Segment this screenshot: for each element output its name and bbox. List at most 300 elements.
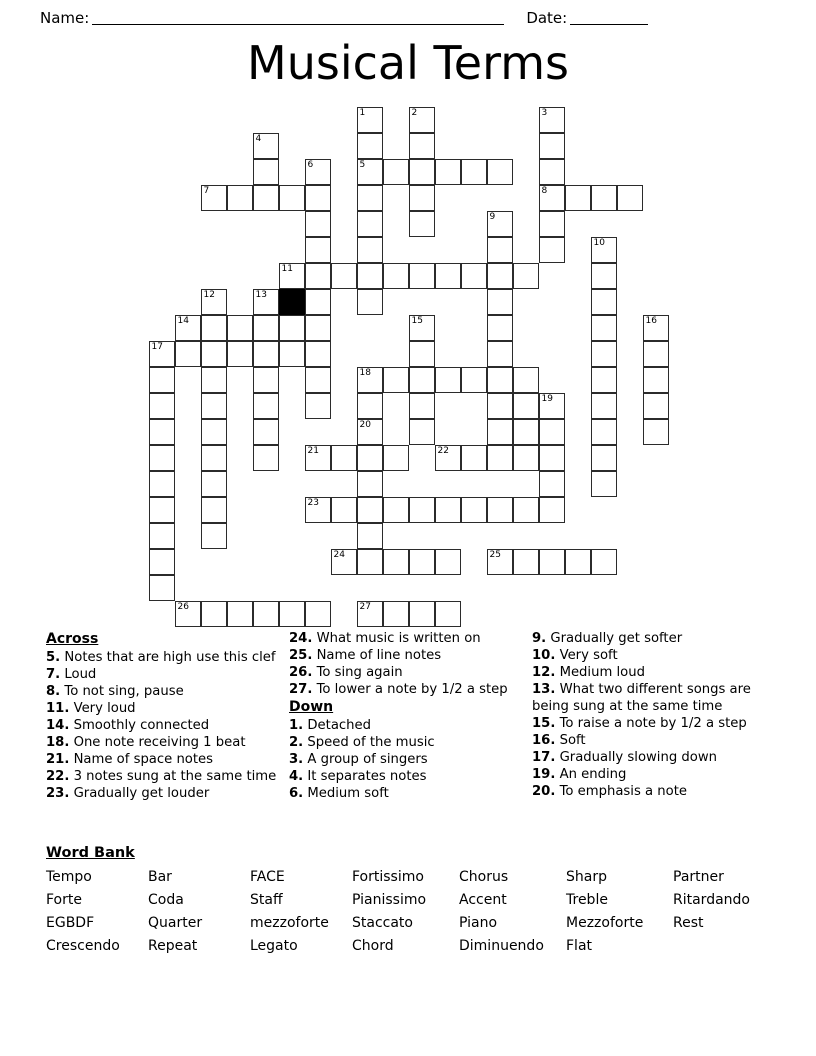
grid-cell[interactable] [461,367,487,393]
clue-text: 3 notes sung at the same time [69,769,277,784]
clue-number: 12. [532,665,556,680]
grid-cell[interactable] [279,263,305,289]
grid-cell-number: 17 [151,342,163,352]
grid-cell-number: 2 [411,108,418,118]
grid-cell[interactable] [305,315,331,341]
word-bank-column [148,866,250,958]
grid-cell[interactable] [227,315,253,341]
grid-cell[interactable] [409,419,435,445]
clue-number: 23. [46,786,70,801]
word-bank-item: Rest [673,915,704,931]
grid-cell[interactable] [409,133,435,159]
grid-cell[interactable] [357,159,383,185]
across-heading: Across [46,631,99,647]
grid-cell[interactable] [383,497,409,523]
grid-cell[interactable] [253,185,279,211]
grid-cell-number: 13 [255,290,267,300]
grid-cell[interactable] [201,497,227,523]
grid-cell[interactable] [409,211,435,237]
grid-cell[interactable] [435,367,461,393]
word-bank-item: FACE [250,869,285,885]
clue-item [46,666,281,683]
clue-text: Smoothly connected [69,718,210,733]
grid-cell[interactable] [539,419,565,445]
grid-cell[interactable] [201,341,227,367]
grid-cell[interactable] [487,341,513,367]
clue-item [532,732,766,749]
grid-cell[interactable] [357,211,383,237]
word-bank-item: Partner [673,869,724,885]
grid-cell[interactable] [331,549,357,575]
clue-text: Gradually get softer [546,631,683,646]
word-bank [46,866,786,958]
grid-cell[interactable] [409,367,435,393]
clue-text: One note receiving 1 beat [69,735,246,750]
grid-cell-number: 10 [593,238,605,248]
grid-cell[interactable] [513,393,539,419]
grid-cell[interactable] [201,289,227,315]
grid-cell-number: 7 [203,186,210,196]
clue-text: Speed of the music [303,735,435,750]
word-bank-item: Chord [352,938,394,954]
grid-cell[interactable] [409,159,435,185]
grid-cell[interactable] [383,601,409,627]
grid-cell[interactable] [487,445,513,471]
grid-cell[interactable] [305,211,331,237]
grid-cell[interactable] [305,601,331,627]
grid-cell[interactable] [175,601,201,627]
word-bank-item: Staccato [352,915,413,931]
grid-cell[interactable] [149,575,175,601]
down-heading: Down [289,699,334,715]
grid-cell[interactable] [539,445,565,471]
page-title: Musical Terms [247,36,569,90]
word-bank-item: Chorus [459,869,509,885]
grid-cell[interactable] [435,263,461,289]
clue-text: What music is written on [312,631,481,646]
grid-cell[interactable] [591,367,617,393]
grid-cell[interactable] [383,263,409,289]
clue-item [46,734,281,751]
word-bank-item: Bar [148,869,172,885]
clue-number: 24. [289,631,313,646]
grid-cell[interactable] [461,497,487,523]
grid-cell[interactable] [357,393,383,419]
grid-cell[interactable] [435,601,461,627]
word-bank-item: Crescendo [46,938,120,954]
grid-cell[interactable] [409,497,435,523]
grid-cell[interactable] [487,393,513,419]
grid-cell-number: 20 [359,420,371,430]
grid-cell[interactable] [357,523,383,549]
grid-cell[interactable] [487,159,513,185]
clue-item [532,664,766,681]
clue-number: 6. [289,786,304,801]
grid-cell[interactable] [149,471,175,497]
grid-cell-number: 19 [541,394,553,404]
grid-cell-number: 24 [333,550,345,560]
clue-item [289,717,524,734]
grid-cell[interactable] [201,601,227,627]
grid-cell[interactable] [149,445,175,471]
grid-cell-number: 22 [437,446,449,456]
grid-cell[interactable] [149,523,175,549]
word-bank-column [673,866,780,958]
grid-cell[interactable] [331,497,357,523]
word-bank-item: Forte [46,892,82,908]
grid-cell[interactable] [461,445,487,471]
date-label: Date: [526,9,568,27]
clue-number: 3. [289,752,304,767]
word-bank-item: EGBDF [46,915,95,931]
grid-cell-number: 9 [489,212,496,222]
grid-cell[interactable] [305,497,331,523]
clue-item [289,630,524,647]
grid-cell-number: 14 [177,316,189,326]
grid-cell[interactable] [539,133,565,159]
clue-number: 13. [532,682,556,697]
clue-number: 27. [289,682,313,697]
word-bank-item: Tempo [46,869,92,885]
grid-cell[interactable] [383,549,409,575]
grid-cell[interactable] [487,419,513,445]
grid-cell[interactable] [487,263,513,289]
clue-number: 17. [532,750,556,765]
grid-cell[interactable] [357,367,383,393]
grid-cell[interactable] [357,133,383,159]
clue-text: Gradually get louder [69,786,210,801]
grid-cell[interactable] [253,419,279,445]
grid-cell[interactable] [253,289,279,315]
clue-item [46,768,281,785]
grid-cell[interactable] [305,393,331,419]
clue-item [532,783,766,800]
clue-text: What two different songs are being sung at the same time [532,682,751,714]
clue-item [46,717,281,734]
grid-cell[interactable] [357,497,383,523]
clue-text: To emphasis a note [555,784,687,799]
clue-item [289,647,524,664]
grid-cell[interactable] [461,159,487,185]
clue-number: 2. [289,735,304,750]
grid-cell[interactable] [149,341,175,367]
clue-number: 20. [532,784,556,799]
grid-cell[interactable] [487,549,513,575]
grid-cell-number: 23 [307,498,319,508]
word-bank-item: Mezzoforte [566,915,644,931]
grid-cell[interactable] [487,367,513,393]
grid-cell[interactable] [539,497,565,523]
clue-text: Name of space notes [69,752,214,767]
grid-cell-number: 5 [359,160,366,170]
grid-cell[interactable] [513,549,539,575]
grid-cell-number: 3 [541,108,548,118]
grid-cell[interactable] [591,393,617,419]
grid-cell[interactable] [201,185,227,211]
clue-column-2 [289,630,532,802]
grid-cell[interactable] [201,471,227,497]
grid-cell[interactable] [253,601,279,627]
grid-cell-number: 16 [645,316,657,326]
clue-number: 7. [46,667,61,682]
grid-cell[interactable] [435,445,461,471]
grid-cell[interactable] [643,419,669,445]
grid-cell[interactable] [591,341,617,367]
clue-item [532,766,766,783]
grid-cell[interactable] [539,393,565,419]
grid-cell[interactable] [591,549,617,575]
clue-text: Soft [555,733,586,748]
grid-cell[interactable] [409,549,435,575]
grid-cell[interactable] [591,471,617,497]
grid-cell-number: 25 [489,550,501,560]
clues-section [46,630,774,802]
grid-cell[interactable] [201,445,227,471]
grid-cell[interactable] [357,289,383,315]
clue-number: 9. [532,631,547,646]
grid-cell[interactable] [539,107,565,133]
grid-cell[interactable] [253,393,279,419]
grid-cell-number: 8 [541,186,548,196]
grid-cell[interactable] [305,263,331,289]
clue-item [532,749,766,766]
clue-number: 5. [46,650,61,665]
word-bank-item: Fortissimo [352,869,424,885]
grid-cell[interactable] [305,341,331,367]
grid-cell[interactable] [539,237,565,263]
clue-item [46,683,281,700]
grid-cell[interactable] [487,211,513,237]
grid-cell[interactable] [565,185,591,211]
grid-cell[interactable] [617,185,643,211]
grid-cell-number: 6 [307,160,314,170]
grid-cell[interactable] [279,315,305,341]
clue-number: 25. [289,648,313,663]
grid-cell[interactable] [201,367,227,393]
date-write-line[interactable] [570,12,648,25]
grid-cell[interactable] [305,445,331,471]
clue-item [46,785,281,802]
grid-cell[interactable] [357,237,383,263]
grid-cell[interactable] [279,341,305,367]
grid-cell[interactable] [435,159,461,185]
grid-cell[interactable] [357,263,383,289]
grid-cell[interactable] [565,549,591,575]
grid-cell[interactable] [253,133,279,159]
clue-number: 11. [46,701,70,716]
grid-cell[interactable] [253,315,279,341]
grid-cell[interactable] [409,263,435,289]
grid-cell[interactable] [643,367,669,393]
clue-text: Medium soft [303,786,389,801]
grid-cell[interactable] [279,185,305,211]
grid-cell[interactable] [227,185,253,211]
grid-cell[interactable] [253,367,279,393]
clue-text: Very loud [69,701,136,716]
grid-cell[interactable] [331,445,357,471]
grid-cell[interactable] [305,185,331,211]
grid-cell[interactable] [487,315,513,341]
grid-cell[interactable] [591,419,617,445]
grid-cell[interactable] [201,315,227,341]
grid-cell-blocked [279,289,305,315]
name-label: Name: [40,9,90,27]
grid-cell-number: 4 [255,134,262,144]
clue-number: 8. [46,684,61,699]
grid-cell[interactable] [357,445,383,471]
word-bank-item: Diminuendo [459,938,544,954]
grid-cell[interactable] [539,159,565,185]
clue-text: It separates notes [303,769,427,784]
clue-item [532,630,766,647]
grid-cell[interactable] [513,367,539,393]
clue-number: 1. [289,718,304,733]
word-bank-column [46,866,148,958]
word-bank-item: Sharp [566,869,607,885]
grid-cell[interactable] [539,549,565,575]
clue-number: 18. [46,735,70,750]
grid-cell[interactable] [149,419,175,445]
grid-cell[interactable] [357,185,383,211]
grid-cell[interactable] [357,549,383,575]
grid-cell[interactable] [149,393,175,419]
clue-item [532,715,766,732]
clue-column-3 [532,630,774,802]
name-write-line[interactable] [92,12,504,25]
clue-item [46,751,281,768]
grid-cell-number: 27 [359,602,371,612]
grid-cell[interactable] [227,341,253,367]
grid-cell[interactable] [643,341,669,367]
clue-text: Gradually slowing down [555,750,717,765]
grid-cell[interactable] [305,367,331,393]
grid-cell[interactable] [513,419,539,445]
grid-cell[interactable] [461,263,487,289]
name-date-row [0,0,816,30]
grid-cell[interactable] [409,601,435,627]
grid-cell[interactable] [201,393,227,419]
clue-number: 26. [289,665,313,680]
grid-cell[interactable] [643,315,669,341]
grid-cell[interactable] [305,159,331,185]
grid-cell-number: 12 [203,290,215,300]
grid-cell[interactable] [253,445,279,471]
word-bank-item: Piano [459,915,498,931]
grid-cell[interactable] [227,601,253,627]
grid-cell[interactable] [253,341,279,367]
grid-cell-number: 21 [307,446,319,456]
grid-cell[interactable] [591,315,617,341]
grid-cell[interactable] [591,185,617,211]
grid-cell[interactable] [357,601,383,627]
grid-cell[interactable] [149,549,175,575]
grid-cell[interactable] [539,471,565,497]
grid-cell[interactable] [305,237,331,263]
grid-cell[interactable] [201,419,227,445]
grid-cell[interactable] [357,107,383,133]
grid-cell[interactable] [383,159,409,185]
clue-number: 14. [46,718,70,733]
word-bank-item: Pianissimo [352,892,427,908]
clue-number: 19. [532,767,556,782]
word-bank-item: Legato [250,938,298,954]
clue-number: 4. [289,769,304,784]
grid-cell[interactable] [383,367,409,393]
word-bank-item: Accent [459,892,507,908]
word-bank-column [352,866,459,958]
grid-cell[interactable] [591,237,617,263]
grid-cell[interactable] [409,341,435,367]
grid-cell[interactable] [591,263,617,289]
grid-cell[interactable] [513,263,539,289]
word-bank-item: mezzoforte [250,915,329,931]
clue-text: Very soft [555,648,618,663]
grid-cell[interactable] [513,497,539,523]
word-bank-item: Staff [250,892,283,908]
grid-cell-number: 1 [359,108,366,118]
grid-cell-number: 11 [281,264,293,274]
grid-cell[interactable] [175,315,201,341]
clue-text: To sing again [312,665,403,680]
grid-cell[interactable] [435,549,461,575]
grid-cell[interactable] [591,445,617,471]
grid-cell[interactable] [253,159,279,185]
word-bank-item: Coda [148,892,184,908]
word-bank-item: Repeat [148,938,198,954]
grid-cell[interactable] [175,341,201,367]
clue-item [532,647,766,664]
grid-cell[interactable] [201,523,227,549]
grid-cell[interactable] [331,263,357,289]
clue-text: To lower a note by 1/2 a step [312,682,508,697]
word-bank-column [566,866,673,958]
grid-cell[interactable] [357,419,383,445]
grid-cell[interactable] [435,497,461,523]
grid-cell[interactable] [409,107,435,133]
grid-cell-number: 18 [359,368,371,378]
grid-cell[interactable] [357,471,383,497]
grid-cell[interactable] [539,185,565,211]
clue-number: 10. [532,648,556,663]
word-bank-item: Quarter [148,915,203,931]
grid-cell[interactable] [409,393,435,419]
clue-item [289,785,524,802]
grid-cell[interactable] [409,315,435,341]
clue-text: To not sing, pause [60,684,184,699]
clue-text: Name of line notes [312,648,442,663]
word-bank-column [250,866,352,958]
grid-cell[interactable] [305,289,331,315]
clue-number: 21. [46,752,70,767]
grid-cell[interactable] [487,289,513,315]
grid-cell[interactable] [487,237,513,263]
crossword-grid[interactable] [149,107,689,627]
grid-cell[interactable] [409,185,435,211]
grid-cell[interactable] [643,393,669,419]
word-bank-heading: Word Bank [46,845,135,861]
grid-cell[interactable] [149,367,175,393]
grid-cell[interactable] [539,211,565,237]
grid-cell[interactable] [279,601,305,627]
clue-number: 22. [46,769,70,784]
grid-cell[interactable] [149,497,175,523]
grid-cell-number: 15 [411,316,423,326]
clue-item [289,734,524,751]
grid-cell[interactable] [591,289,617,315]
grid-cell[interactable] [487,497,513,523]
grid-cell[interactable] [383,445,409,471]
grid-cell[interactable] [513,445,539,471]
